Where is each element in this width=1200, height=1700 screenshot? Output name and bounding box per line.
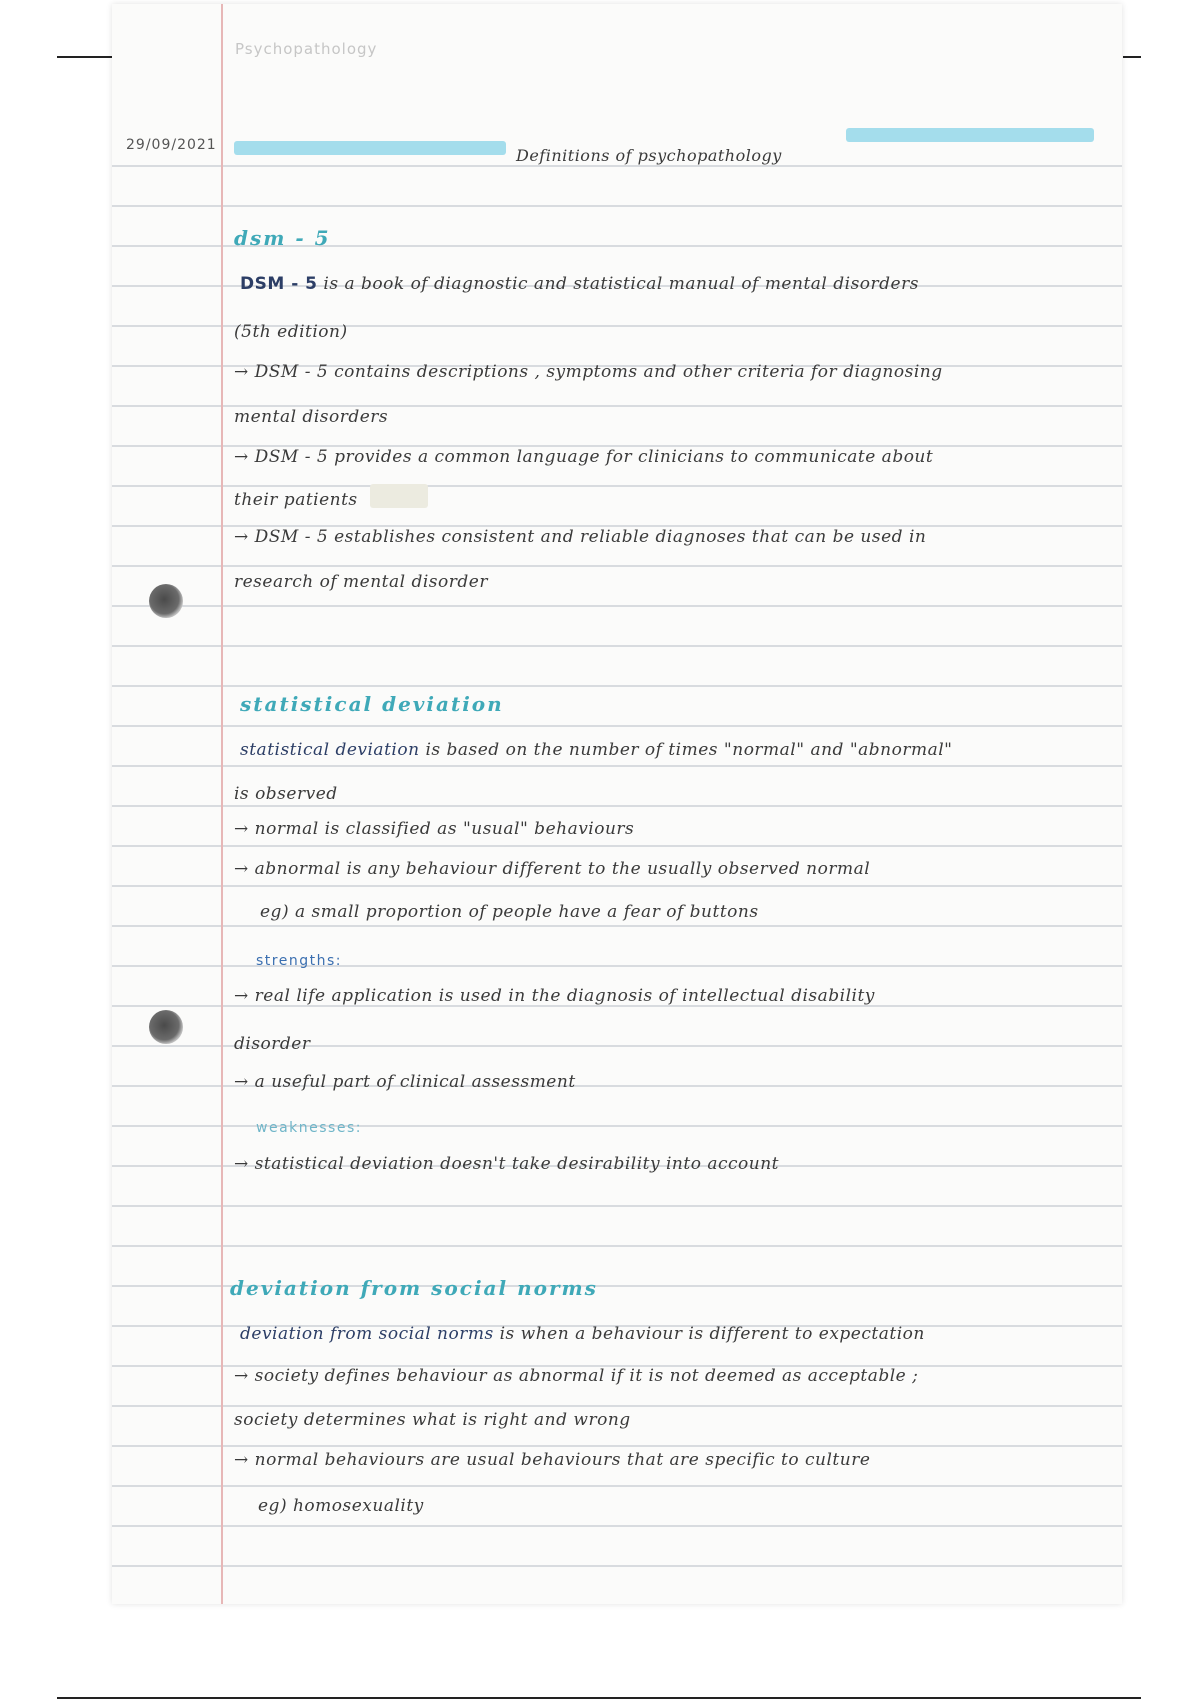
subject-label: Psychopathology [235, 40, 378, 58]
social-bullet-2 [234, 1450, 870, 1470]
dsm-bullet-3-cont: research of mental disorder [234, 572, 488, 592]
section-heading-social-norms: deviation from social norms [230, 1276, 598, 1300]
weakness-1 [234, 1154, 779, 1174]
social-bullet-1 [234, 1366, 918, 1386]
strengths-label: strengths: [256, 953, 342, 969]
stat-bullet-2-text: abnormal is any behaviour different to the usually observed normal [254, 859, 871, 879]
weaknesses-label: weaknesses: [256, 1120, 362, 1136]
dsm-bullet-1 [234, 362, 943, 382]
social-intro [240, 1324, 925, 1344]
page-top-rule-right [1123, 56, 1141, 58]
dsm-line-2: (5th edition) [234, 322, 348, 342]
smudge-mark [370, 484, 428, 508]
arrow-icon: → [234, 1154, 255, 1174]
arrow-icon: → [234, 362, 255, 382]
page-top-rule-left [57, 56, 112, 58]
date: 29/09/2021 [126, 137, 217, 153]
stat-bullet-2 [234, 859, 870, 879]
arrow-icon: → [234, 819, 255, 839]
arrow-icon: → [234, 986, 255, 1006]
arrow-icon: → [234, 1450, 255, 1470]
dsm-term: DSM - 5 [240, 274, 318, 294]
dsm-bullet-2 [234, 447, 933, 467]
strength-1 [234, 986, 875, 1006]
page-title: Definitions of psychopathology [516, 146, 782, 165]
dsm-line-1-rest: is a book of diagnostic and statistical manual of mental disorders [323, 274, 919, 294]
social-example: eg) homosexuality [258, 1496, 424, 1516]
arrow-icon: → [234, 1072, 255, 1092]
stat-bullet-1-text: normal is classified as "usual" behaviours [254, 819, 635, 839]
social-bullet-1-text: society defines behaviour as abnormal if it is not deemed as acceptable ; [254, 1366, 919, 1386]
dsm-bullet-3-text: DSM - 5 establishes consistent and reliable diagnoses that can be used in [254, 527, 927, 547]
title-highlight-right [846, 128, 1094, 142]
arrow-icon: → [234, 447, 255, 467]
stat-bullet-1 [234, 819, 634, 839]
social-bullet-2-text: normal behaviours are usual behaviours that are specific to culture [254, 1450, 871, 1470]
dsm-bullet-1-text: DSM - 5 contains descriptions , symptoms and other criteria for diagnosing [254, 362, 943, 382]
dsm-bullet-2-cont: their patients [234, 490, 358, 510]
stat-example: eg) a small proportion of people have a fear of buttons [260, 902, 759, 922]
punch-hole-lower [149, 1010, 183, 1044]
dsm-bullet-2-text: DSM - 5 provides a common language for clinicians to communicate about [254, 447, 934, 467]
strength-2-text: a useful part of clinical assessment [254, 1072, 576, 1092]
arrow-icon: → [234, 1366, 255, 1386]
margin-line [221, 4, 223, 1604]
stat-intro-rest: is based on the number of times "normal" and "abnormal" [425, 740, 953, 760]
punch-hole-upper [149, 584, 183, 618]
social-term: deviation from social norms [240, 1324, 494, 1344]
title-highlight-left [234, 141, 506, 155]
notebook-page [112, 4, 1122, 1604]
stat-term: statistical deviation [240, 740, 420, 760]
section-heading-dsm: dsm - 5 [234, 226, 331, 250]
dsm-bullet-3 [234, 527, 926, 547]
strength-1-cont: disorder [234, 1034, 311, 1054]
stat-intro [240, 740, 953, 760]
weakness-1-text: statistical deviation doesn't take desirability into account [254, 1154, 779, 1174]
section-heading-statistical: statistical deviation [240, 692, 504, 716]
social-intro-rest: is when a behaviour is different to expectation [499, 1324, 925, 1344]
stat-intro-cont: is observed [234, 784, 338, 804]
arrow-icon: → [234, 527, 255, 547]
strength-2 [234, 1072, 576, 1092]
dsm-bullet-1-cont: mental disorders [234, 407, 389, 427]
dsm-line-1 [240, 274, 919, 294]
page-bottom-rule [57, 1697, 1141, 1699]
strength-1-text: real life application is used in the diagnosis of intellectual disability [254, 986, 875, 1006]
social-bullet-1-cont: society determines what is right and wrong [234, 1410, 631, 1430]
arrow-icon: → [234, 859, 255, 879]
